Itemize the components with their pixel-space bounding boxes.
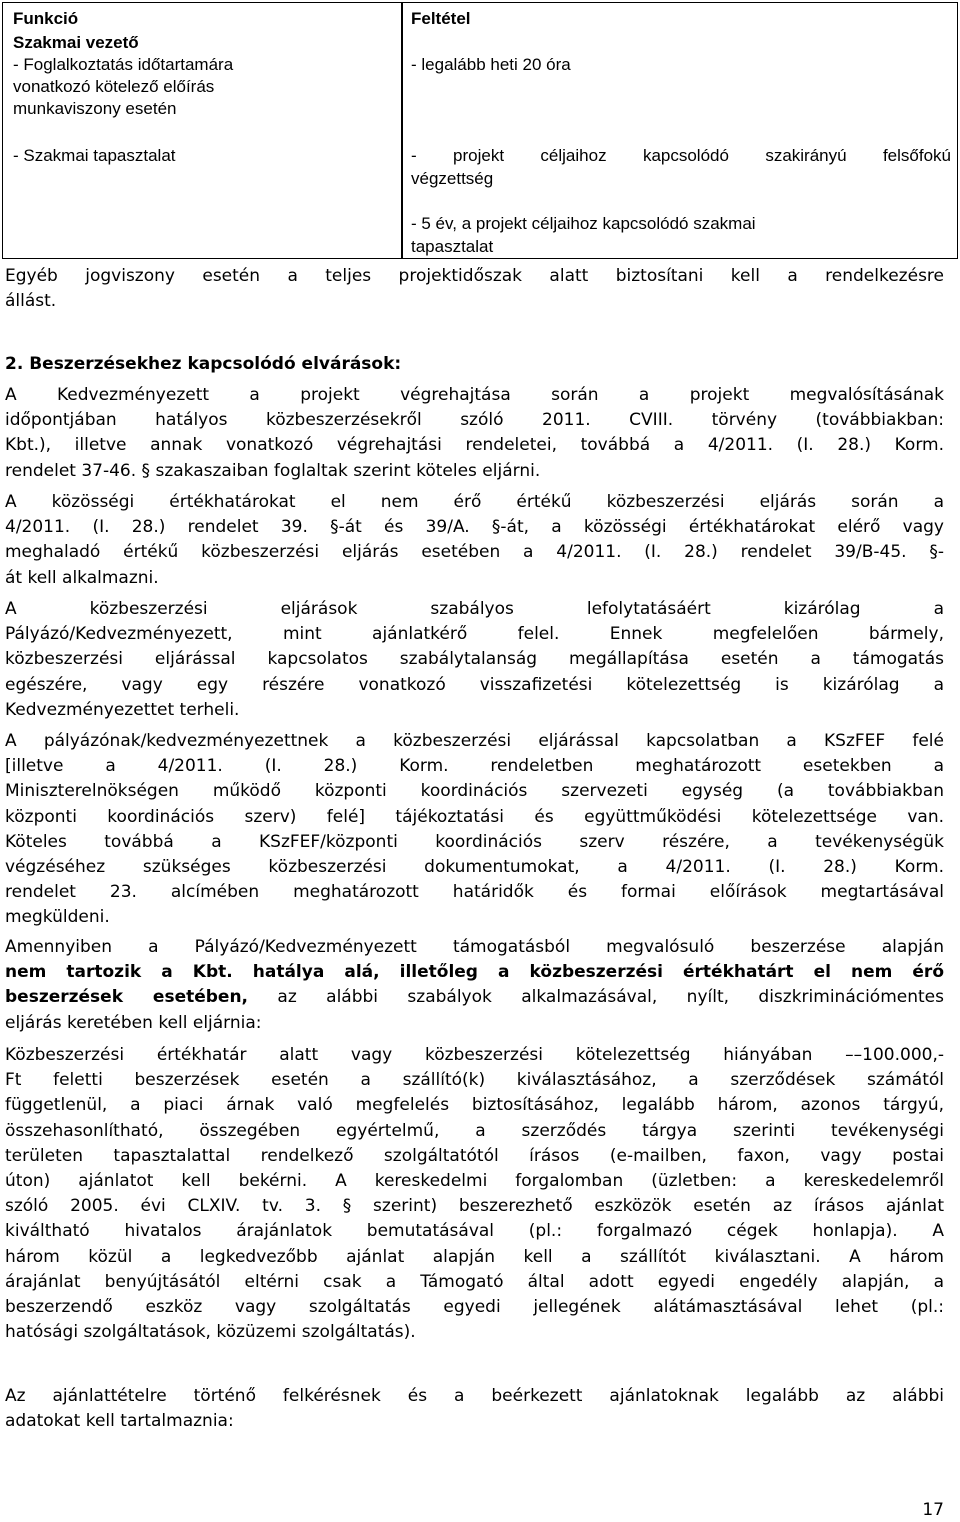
- table-experience-value-2b: tapasztalat: [411, 237, 494, 256]
- text-line: állást.: [5, 291, 57, 312]
- paragraph-7: Az ajánlattételre történő felkérésnek és a beérkezett ajánlatoknak legalább az alábbi adatokat kell tartalmaznia:: [5, 1386, 944, 1432]
- table-experience-value-1a: - projekt céljaihoz kapcsolódó szakirányú felsőfokú: [411, 146, 951, 165]
- requirements-table: [2, 2, 958, 259]
- table-header-condition: Feltétel: [411, 9, 471, 28]
- text-phrase: az alábbi szabályok alkalmazásával, nyílt, diszkriminációmentes: [248, 987, 944, 1008]
- paragraph-5: Amennyiben a Pályázó/Kedvezményezett támogatásból megvalósuló beszerzése alapján nem tartozik a Kbt. hatálya alá, illetőleg a közbeszerzési értékhatárt el nem érő beszerzések esetében, az alábbi szabályok alkalmazásával, nyílt, diszkriminációmentes eljárás keretében kell eljárnia:: [5, 937, 944, 1033]
- table-experience-value-1b: végzettség: [411, 169, 494, 188]
- table-employment-label-3: munkaviszony esetén: [13, 99, 177, 118]
- other-relation-paragraph: [5, 264, 944, 314]
- text-line: Egyéb jogviszony esetén a teljes projektidőszak alatt biztosítani kell a rendelkezésre: [5, 266, 944, 286]
- section-heading: 2. Beszerzésekhez kapcsolódó elvárások:: [5, 354, 402, 374]
- paragraph-4: A pályázónak/kedvezményezettnek a közbeszerzési eljárással kapcsolatban a KSzFEF felé [illetve a 4/2011. (I. 28.) Korm. rendeletben meghatározott esetekben a Miniszterelnökségen működő központi koordinációs szervezeti egység (a továbbiakban központi koordinációs szerv) felé] tájékoztatási és együttműködési kötelezettsége van. Köteles továbbá a KSzFEF/központi koordinációs szerv részére, a tevékenységük végzéséhez szükséges közbeszerzési dokumentumokat, a 4/2011. (I. 28.) Korm. rendelet 23. alcímében meghatározott határidők és formai előírások megtartásával megküldeni.: [5, 731, 944, 928]
- paragraph-6: Közbeszerzési értékhatár alatt vagy közbeszerzési kötelezettség hiányában ––100.000,- Ft feletti beszerzések esetén a szállító(k) kiválasztásához, a szerződések számától függetlenül, a piaci árnak való megfelelés biztosításához, legalább három, azonos tárgyú, összehasonlítható, összegében egyértelmű, a szerződés tárgya szerinti tevékenységi területen tapasztalattal rendelkező szolgáltatótól írásos (e-mailben, faxon, vagy postai úton) ajánlatot kell bekérni. A kereskedelmi forgalomban (üzletben: a kereskedelemről szóló 2005. évi CLXIV. tv. 3. § szerint) beszerezhető eszközök esetén az írásos ajánlat kiváltható hivatalos árajánlatok bemutatásával (pl.: forgalmazó cégek honlapja). A három közül a legkedvezőbb ajánlat alapján kell a szállítót kiválasztani. A három árajánlat benyújtásától eltérni csak a Támogató által adott egyedi engedély alapján, a beszerzendő eszköz vagy szolgáltatás egyedi jellegének alátámasztásával lehet (pl.: hatósági szolgáltatások, közüzemi szolgáltatás).: [5, 1045, 944, 1343]
- paragraph-2: A közösségi értékhatárokat el nem érő értékű közbeszerzési eljárás során a 4/2011. (I. 28.) rendelet 39. §-át és 39/A. §-át, a közösségi értékhatárokat elérő vagy meghaladó értékű közbeszerzési eljárás esetében a 4/2011. (I. 28.) rendelet 39/B-45. §- át kell alkalmazni.: [5, 492, 944, 588]
- table-employment-label-1: - Foglalkoztatás időtartamára: [13, 55, 234, 74]
- table-employment-label-2: vonatkozó kötelező előírás: [13, 77, 215, 96]
- table-employment-value: - legalább heti 20 óra: [411, 55, 571, 74]
- table-experience-value-2a: - 5 év, a projekt céljaihoz kapcsolódó szakmai: [411, 214, 756, 233]
- table-experience-label: - Szakmai tapasztalat: [13, 146, 176, 165]
- paragraph-3: A közbeszerzési eljárások szabályos lefolytatásáért kizárólag a Pályázó/Kedvezményezett, mint ajánlatkérő felel. Ennek megfelelően bármely, közbeszerzési eljárással kapcsolatos szabálytalanság megállapítása esetén a támogatás egészére, vagy egy részére vonatkozó visszafizetési kötelezettség is kizárólag a Kedvezményezettet terheli.: [5, 599, 944, 720]
- table-column-divider: [401, 3, 403, 258]
- paragraph-1: A Kedvezményezett a projekt végrehajtása során a projekt megvalósításának időpontjában hatályos közbeszerzésekről szóló 2011. CVIII. törvény (továbbiakban: Kbt.), illetve annak vonatkozó végrehajtási rendeletei, továbbá a 4/2011. (I. 28.) Korm. rendelet 37-46. § szakaszaiban foglaltak szerint köteles eljárni.: [5, 385, 944, 481]
- table-header-function: Funkció: [13, 9, 79, 28]
- page-number: 17: [922, 1500, 944, 1520]
- table-role: Szakmai vezető: [13, 33, 139, 52]
- bold-phrase: beszerzések esetében,: [5, 987, 249, 1008]
